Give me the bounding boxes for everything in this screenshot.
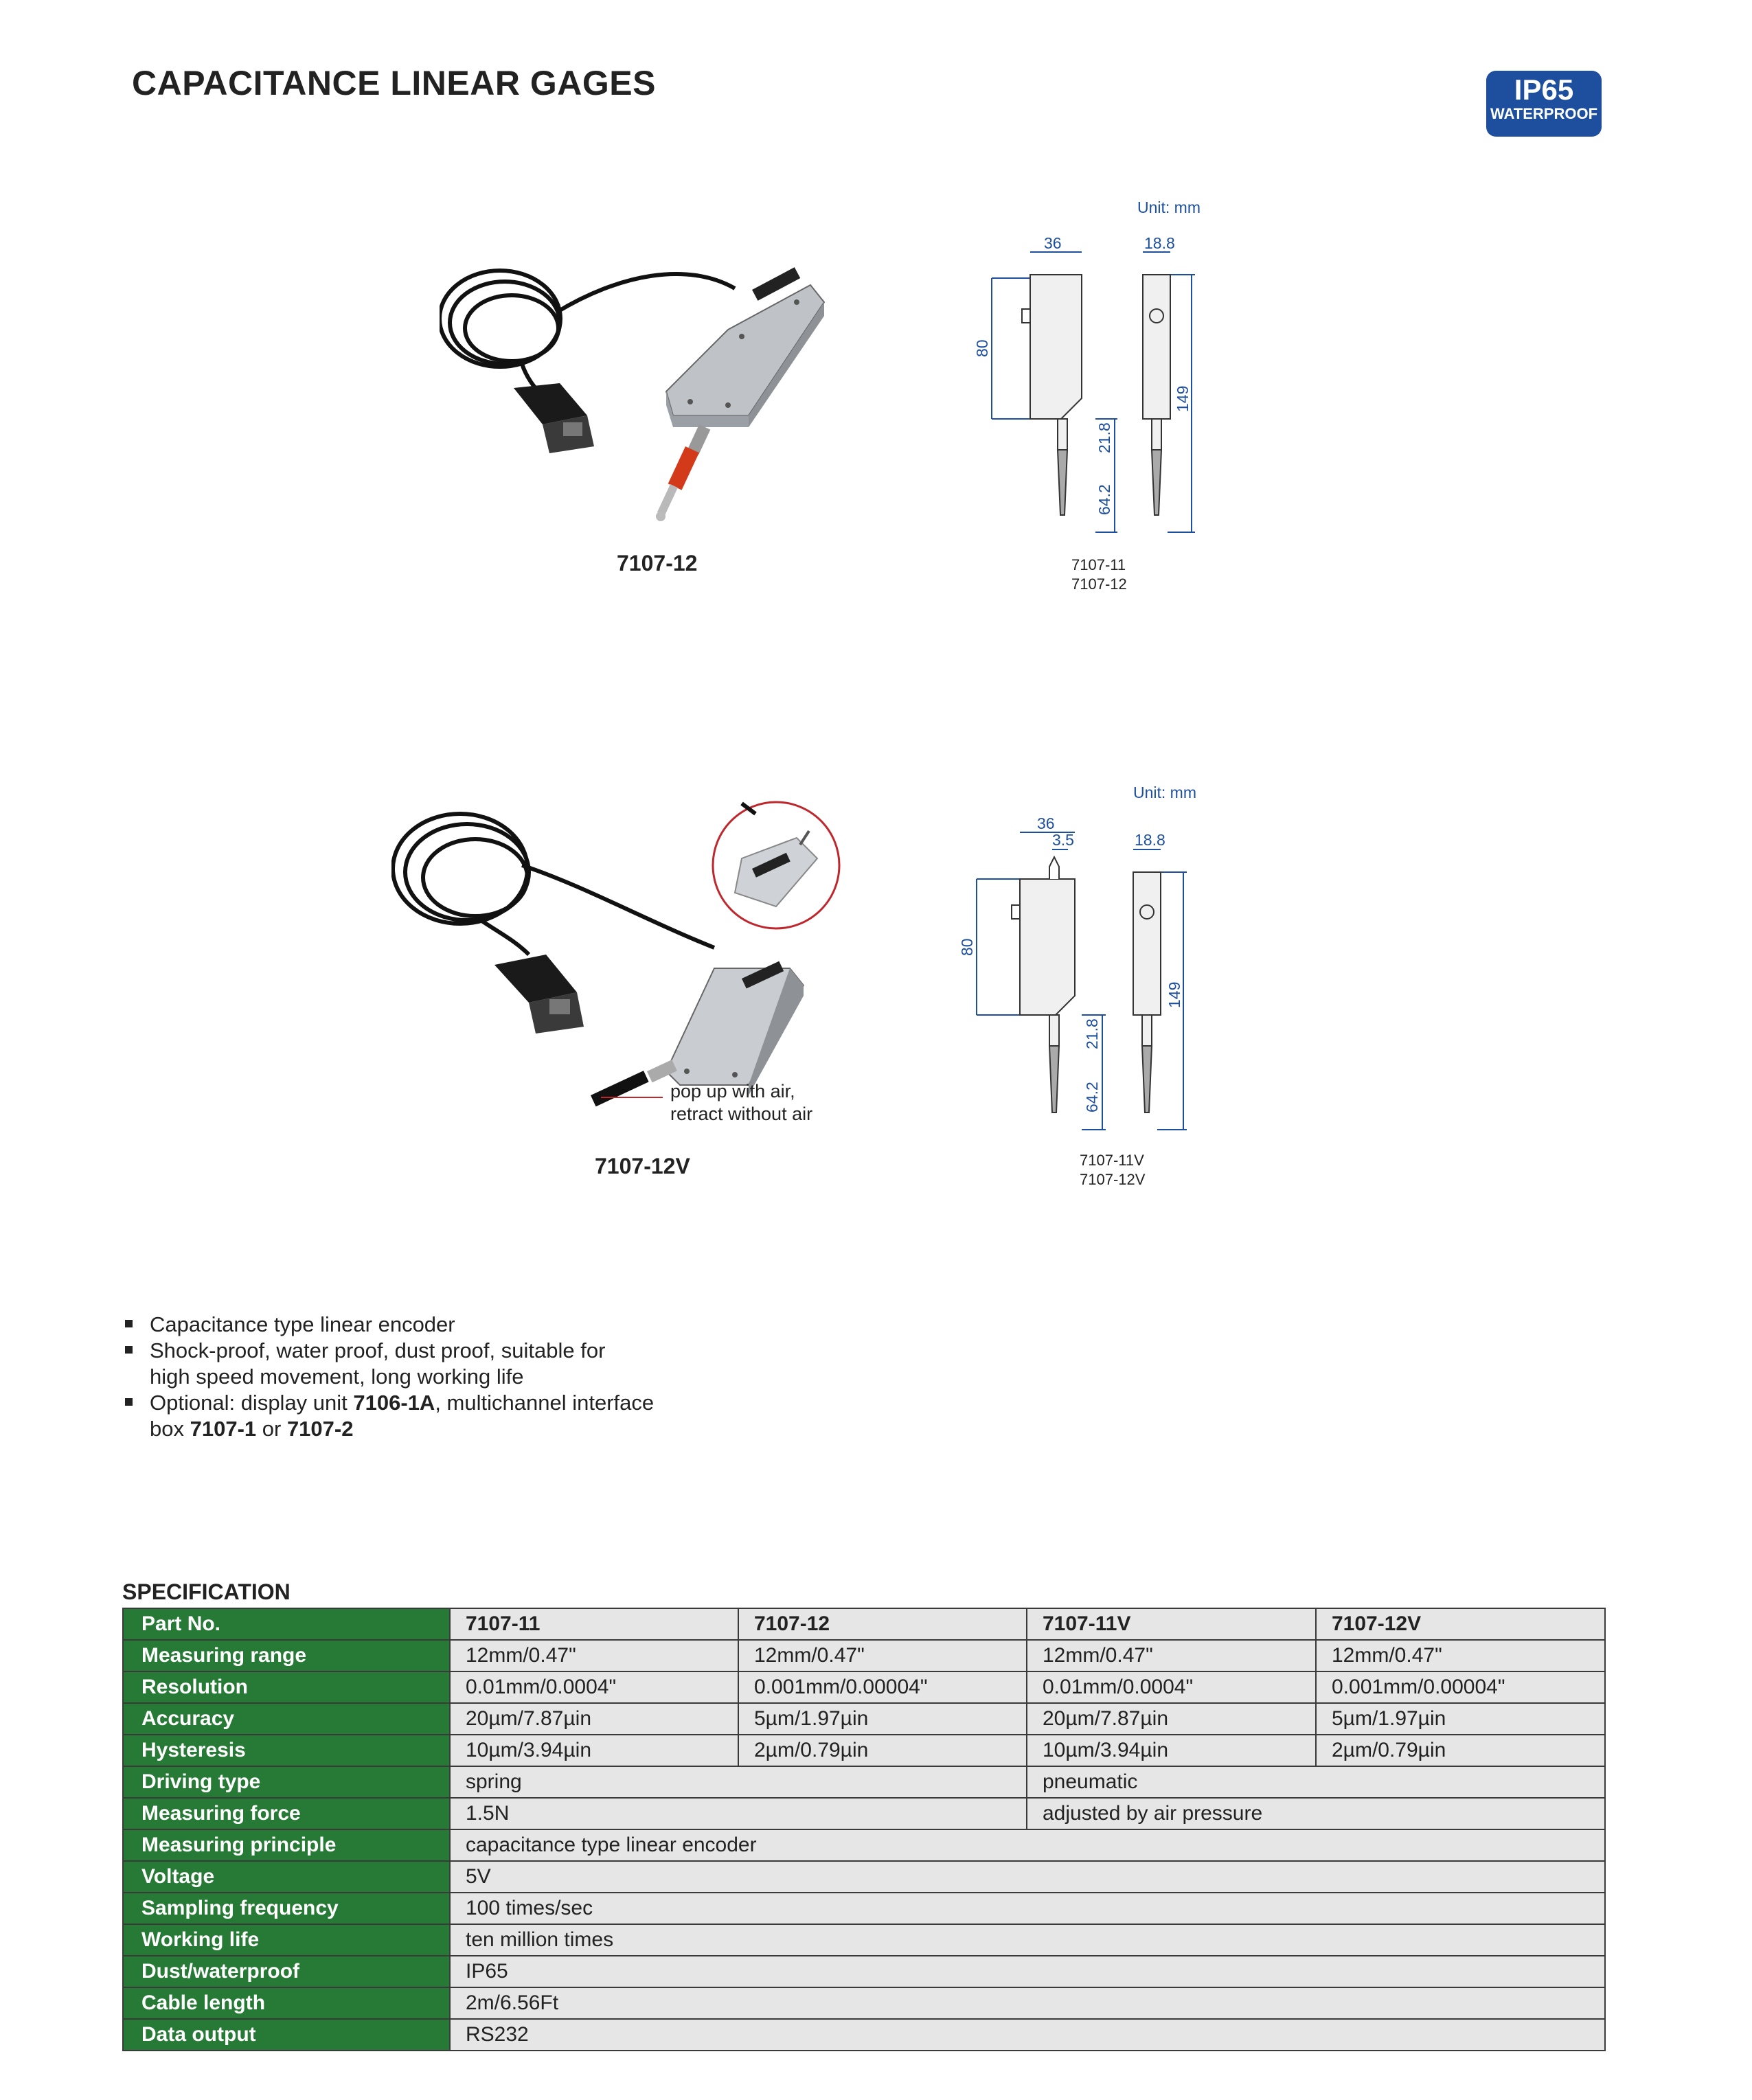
row-label: Driving type [123,1766,450,1798]
table-row [123,1766,1605,1798]
table-cell: 2µm/0.79µin [738,1735,1027,1766]
row-label: Working life [123,1924,450,1956]
spec-title: SPECIFICATION [122,1579,291,1604]
feature-item: Capacitance type linear encoder [124,1312,742,1338]
part-no-cell: 7107-11V [1027,1608,1316,1640]
table-row [123,1956,1605,1987]
feature-item: Shock-proof, water proof, dust proof, suitable for high speed movement, long working life [124,1338,742,1390]
part-no-cell: 7107-12 [738,1608,1027,1640]
table-cell: RS232 [450,2019,1605,2051]
table-cell: 1.5N [450,1798,1027,1829]
dim-spindle: 64.2 [1095,484,1113,515]
table-row [123,1735,1605,1766]
badge-sub: WATERPROOF [1490,105,1598,122]
table-cell: pneumatic [1027,1766,1605,1798]
side-view [1143,275,1170,515]
feature-list [124,1312,742,1442]
note-text [670,1080,812,1126]
table-row [123,2019,1605,2051]
product-photo-7107-12 [440,247,865,536]
table-cell: 12mm/0.47" [738,1640,1027,1671]
spindle [591,1060,677,1106]
table-cell: 5µm/1.97µin [1316,1703,1605,1735]
row-label: Voltage [123,1861,450,1893]
table-row [123,1829,1605,1861]
front-view [1012,857,1075,1112]
table-cell: ten million times [450,1924,1605,1956]
row-label: Data output [123,2019,450,2051]
ip65-badge [1486,71,1602,137]
dim-width: 36 [1037,814,1055,832]
dim-height: 80 [958,938,976,956]
table-cell: 5V [450,1861,1605,1893]
dimension-drawing-7107-11-12 [955,192,1257,618]
table-cell: 20µm/7.87µin [1027,1703,1316,1735]
table-cell: IP65 [450,1956,1605,1987]
row-label: Measuring force [123,1798,450,1829]
table-cell: 0.01mm/0.0004" [1027,1671,1316,1703]
caption-7107-12v: 7107-12V [595,1154,690,1178]
gage-body [666,961,804,1095]
table-cell: 0.01mm/0.0004" [450,1671,738,1703]
part-no-cell: 7107-12V [1316,1608,1605,1640]
table-row [123,1987,1605,2019]
table-row [123,1798,1605,1829]
unit-label: Unit: mm [1133,784,1196,801]
table-cell: 10µm/3.94µin [1027,1735,1316,1766]
note-line-1: pop up with air, [670,1081,795,1102]
table-cell: 2µm/0.79µin [1316,1735,1605,1766]
row-label: Sampling frequency [123,1893,450,1924]
table-cell: 100 times/sec [450,1893,1605,1924]
gage-body [666,267,824,427]
row-label: Part No. [123,1608,450,1640]
dim-depth: 18.8 [1135,831,1165,849]
dim-depth: 18.8 [1144,234,1175,252]
caption-7107-12: 7107-12 [617,551,698,575]
table-cell: 20µm/7.87µin [450,1703,738,1735]
badge-main: IP65 [1514,73,1574,106]
row-label: Hysteresis [123,1735,450,1766]
model-label-1: 7107-11V [1080,1152,1144,1169]
row-label: Measuring range [123,1640,450,1671]
spindle [656,424,710,521]
table-cell: 0.001mm/0.00004" [738,1671,1027,1703]
dim-stem: 21.8 [1083,1018,1101,1049]
dim-total: 149 [1165,981,1183,1008]
dim-spindle: 64.2 [1083,1082,1101,1112]
spec-table [122,1608,1606,2051]
dim-offset: 3.5 [1052,831,1074,849]
table-row [123,1703,1605,1735]
table-row [123,1671,1605,1703]
cable-coil [393,814,714,955]
table-cell: 12mm/0.47" [1316,1640,1605,1671]
side-view [1133,872,1161,1112]
dim-stem: 21.8 [1095,422,1113,453]
front-view [1022,275,1082,515]
connector-db9 [494,955,584,1034]
table-cell: 2m/6.56Ft [450,1987,1605,2019]
table-row [123,1608,1605,1640]
table-row [123,1893,1605,1924]
table-cell: 10µm/3.94µin [450,1735,738,1766]
detail-callout [713,802,839,928]
row-label: Dust/waterproof [123,1956,450,1987]
table-cell: 12mm/0.47" [1027,1640,1316,1671]
row-label: Accuracy [123,1703,450,1735]
table-row [123,1861,1605,1893]
table-row [123,1924,1605,1956]
dim-total: 149 [1174,385,1192,412]
row-label: Cable length [123,1987,450,2019]
table-cell: 5µm/1.97µin [738,1703,1027,1735]
table-cell: spring [450,1766,1027,1798]
page-title: CAPACITANCE LINEAR GAGES [132,64,656,102]
connector-db9 [514,383,594,453]
model-label-2: 7107-12V [1080,1171,1146,1188]
feature-item: Optional: display unit 7106-1A, multichannel interface box 7107-1 or 7107-2 [124,1390,742,1442]
model-label-2: 7107-12 [1071,575,1127,593]
dim-width: 36 [1044,234,1062,252]
table-row [123,1640,1605,1671]
table-cell: adjusted by air pressure [1027,1798,1605,1829]
table-cell: 0.001mm/0.00004" [1316,1671,1605,1703]
note-line-2: retract without air [670,1104,813,1124]
part-no-cell: 7107-11 [450,1608,738,1640]
row-label: Measuring principle [123,1829,450,1861]
dimension-drawing-7107-11v-12v [948,776,1250,1202]
model-label-1: 7107-11 [1071,556,1126,573]
table-cell: 12mm/0.47" [450,1640,738,1671]
row-label: Resolution [123,1671,450,1703]
table-cell: capacitance type linear encoder [450,1829,1605,1861]
unit-label: Unit: mm [1137,198,1201,216]
dim-height: 80 [973,339,991,357]
